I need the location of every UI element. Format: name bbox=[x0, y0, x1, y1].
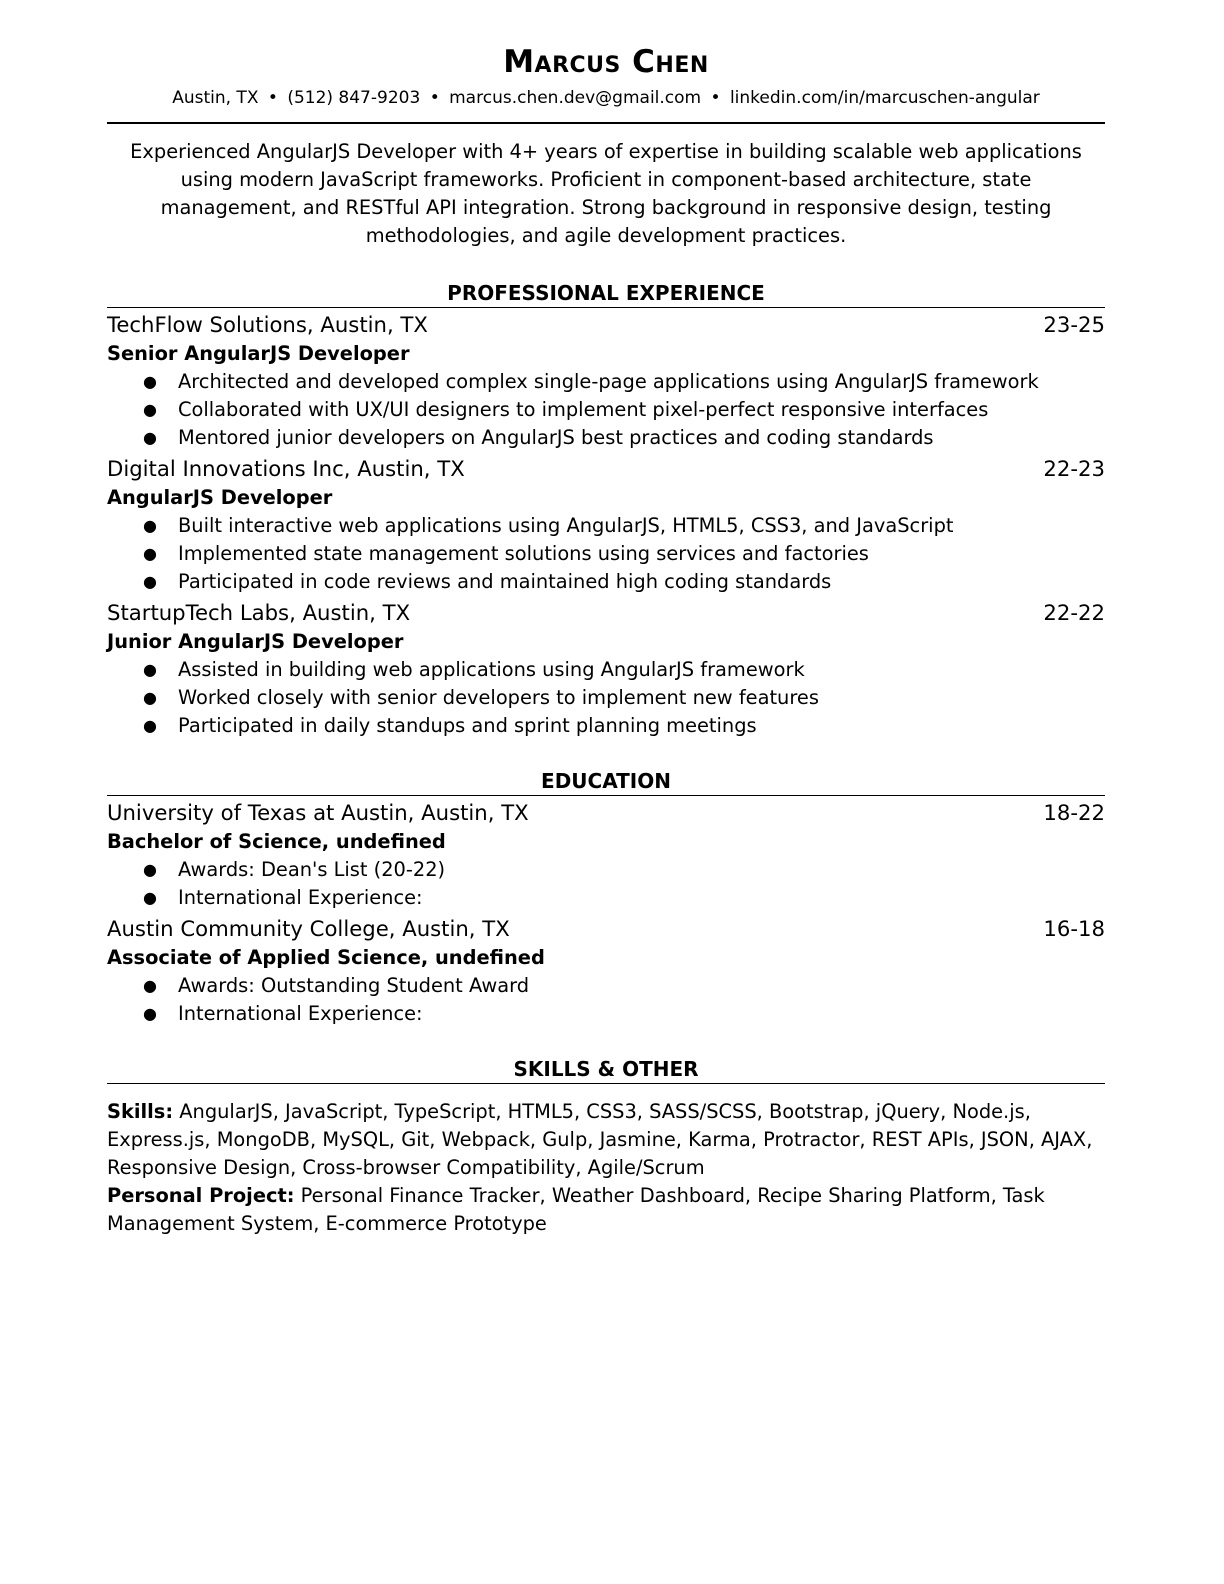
skills-list: AngularJS, JavaScript, TypeScript, HTML5, CSS3, SASS/SCSS, Bootstrap, jQuery, Node.js, Express.js, MongoDB, MySQL, Git, Webpack, Gulp, Jasmine, Karma, Protractor, REST APIs, JSON, AJAX, Responsive Design, Cross-browser Compatibility, Agile/Scrum bbox=[107, 1100, 1093, 1179]
contact-line bbox=[107, 84, 1105, 112]
bullet-icon: ● bbox=[143, 888, 157, 907]
job-dates: 22-22 bbox=[1043, 600, 1105, 625]
list-item: ● Architected and developed complex single-page applications using AngularJS framework bbox=[107, 368, 1105, 396]
contact-separator: • bbox=[429, 88, 440, 108]
bullet-icon: ● bbox=[143, 372, 157, 391]
list-item: ● Participated in code reviews and maintained high coding standards bbox=[107, 568, 1105, 596]
education-dates: 18-22 bbox=[1043, 800, 1105, 825]
contact-separator: • bbox=[710, 88, 721, 108]
list-item: ● Awards: Dean's List (20-22) bbox=[107, 856, 1105, 884]
bullet-icon: ● bbox=[143, 516, 157, 535]
bullet-icon: ● bbox=[143, 688, 157, 707]
skills-line bbox=[107, 1098, 1105, 1182]
job-company: StartupTech Labs, Austin, TX bbox=[107, 600, 411, 625]
job-entry bbox=[107, 598, 1105, 740]
contact-separator: • bbox=[267, 88, 278, 108]
job-role: AngularJS Developer bbox=[107, 486, 333, 509]
education-degree: Associate of Applied Science, undefined bbox=[107, 946, 545, 969]
skills-section bbox=[107, 1098, 1105, 1238]
job-bullets bbox=[107, 656, 1105, 740]
contact-email[interactable]: marcus.chen.dev@gmail.com bbox=[449, 88, 702, 108]
education-school: University of Texas at Austin, Austin, TX bbox=[107, 800, 529, 825]
job-bullets bbox=[107, 512, 1105, 596]
project-list: Personal Finance Tracker, Weather Dashboard, Recipe Sharing Platform, Task Management System, E-commerce Prototype bbox=[107, 1184, 1045, 1235]
job-role: Junior AngularJS Developer bbox=[107, 630, 404, 653]
section-title-skills: SKILLS & OTHER bbox=[107, 1056, 1105, 1084]
list-item: ● Built interactive web applications using AngularJS, HTML5, CSS3, and JavaScript bbox=[107, 512, 1105, 540]
job-header bbox=[107, 454, 1105, 484]
contact-location: Austin, TX bbox=[172, 88, 259, 108]
job-company: TechFlow Solutions, Austin, TX bbox=[107, 312, 428, 337]
resume-page bbox=[107, 40, 1105, 1238]
list-item: ● International Experience: bbox=[107, 884, 1105, 912]
education-dates: 16-18 bbox=[1043, 916, 1105, 941]
education-entry bbox=[107, 798, 1105, 912]
list-item: ● Awards: Outstanding Student Award bbox=[107, 972, 1105, 1000]
bullet-icon: ● bbox=[143, 544, 157, 563]
education-bullets bbox=[107, 972, 1105, 1028]
list-item: ● Assisted in building web applications using AngularJS framework bbox=[107, 656, 1105, 684]
list-item: ● Implemented state management solutions using services and factories bbox=[107, 540, 1105, 568]
education-bullets bbox=[107, 856, 1105, 912]
project-label: Personal Project: bbox=[107, 1184, 295, 1207]
education-header bbox=[107, 798, 1105, 828]
education-header bbox=[107, 914, 1105, 944]
list-item: ● Mentored junior developers on AngularJS best practices and coding standards bbox=[107, 424, 1105, 452]
education-school: Austin Community College, Austin, TX bbox=[107, 916, 510, 941]
section-title-education: EDUCATION bbox=[107, 768, 1105, 796]
professional-summary: Experienced AngularJS Developer with 4+ years of expertise in building scalable web applications using modern JavaScript frameworks. Proficient in component-based architecture, state management, and RESTful API integration. Strong background in responsive design, testing methodologies, and agile development practices. bbox=[130, 140, 1082, 247]
bullet-icon: ● bbox=[143, 428, 157, 447]
bullet-icon: ● bbox=[143, 716, 157, 735]
bullet-icon: ● bbox=[143, 572, 157, 591]
skills-label: Skills: bbox=[107, 1100, 174, 1123]
bullet-icon: ● bbox=[143, 860, 157, 879]
job-dates: 23-25 bbox=[1043, 312, 1105, 337]
list-item: ● Worked closely with senior developers to implement new features bbox=[107, 684, 1105, 712]
list-item: ● International Experience: bbox=[107, 1000, 1105, 1028]
section-title-experience: PROFESSIONAL EXPERIENCE bbox=[107, 280, 1105, 308]
job-header bbox=[107, 598, 1105, 628]
bullet-icon: ● bbox=[143, 660, 157, 679]
job-header bbox=[107, 310, 1105, 340]
contact-linkedin[interactable]: linkedin.com/in/marcuschen-angular bbox=[729, 88, 1040, 108]
list-item: ● Collaborated with UX/UI designers to implement pixel-perfect responsive interfaces bbox=[107, 396, 1105, 424]
job-company: Digital Innovations Inc, Austin, TX bbox=[107, 456, 465, 481]
job-entry bbox=[107, 454, 1105, 596]
education-degree: Bachelor of Science, undefined bbox=[107, 830, 446, 853]
job-role: Senior AngularJS Developer bbox=[107, 342, 410, 365]
contact-phone: (512) 847-9203 bbox=[287, 88, 421, 108]
bullet-icon: ● bbox=[143, 976, 157, 995]
candidate-name: Marcus Chen bbox=[503, 44, 709, 80]
list-item: ● Participated in daily standups and sprint planning meetings bbox=[107, 712, 1105, 740]
project-line bbox=[107, 1182, 1105, 1238]
job-entry bbox=[107, 310, 1105, 452]
bullet-icon: ● bbox=[143, 1004, 157, 1023]
job-dates: 22-23 bbox=[1043, 456, 1105, 481]
job-bullets bbox=[107, 368, 1105, 452]
education-entry bbox=[107, 914, 1105, 1028]
header-divider bbox=[107, 122, 1105, 124]
bullet-icon: ● bbox=[143, 400, 157, 419]
